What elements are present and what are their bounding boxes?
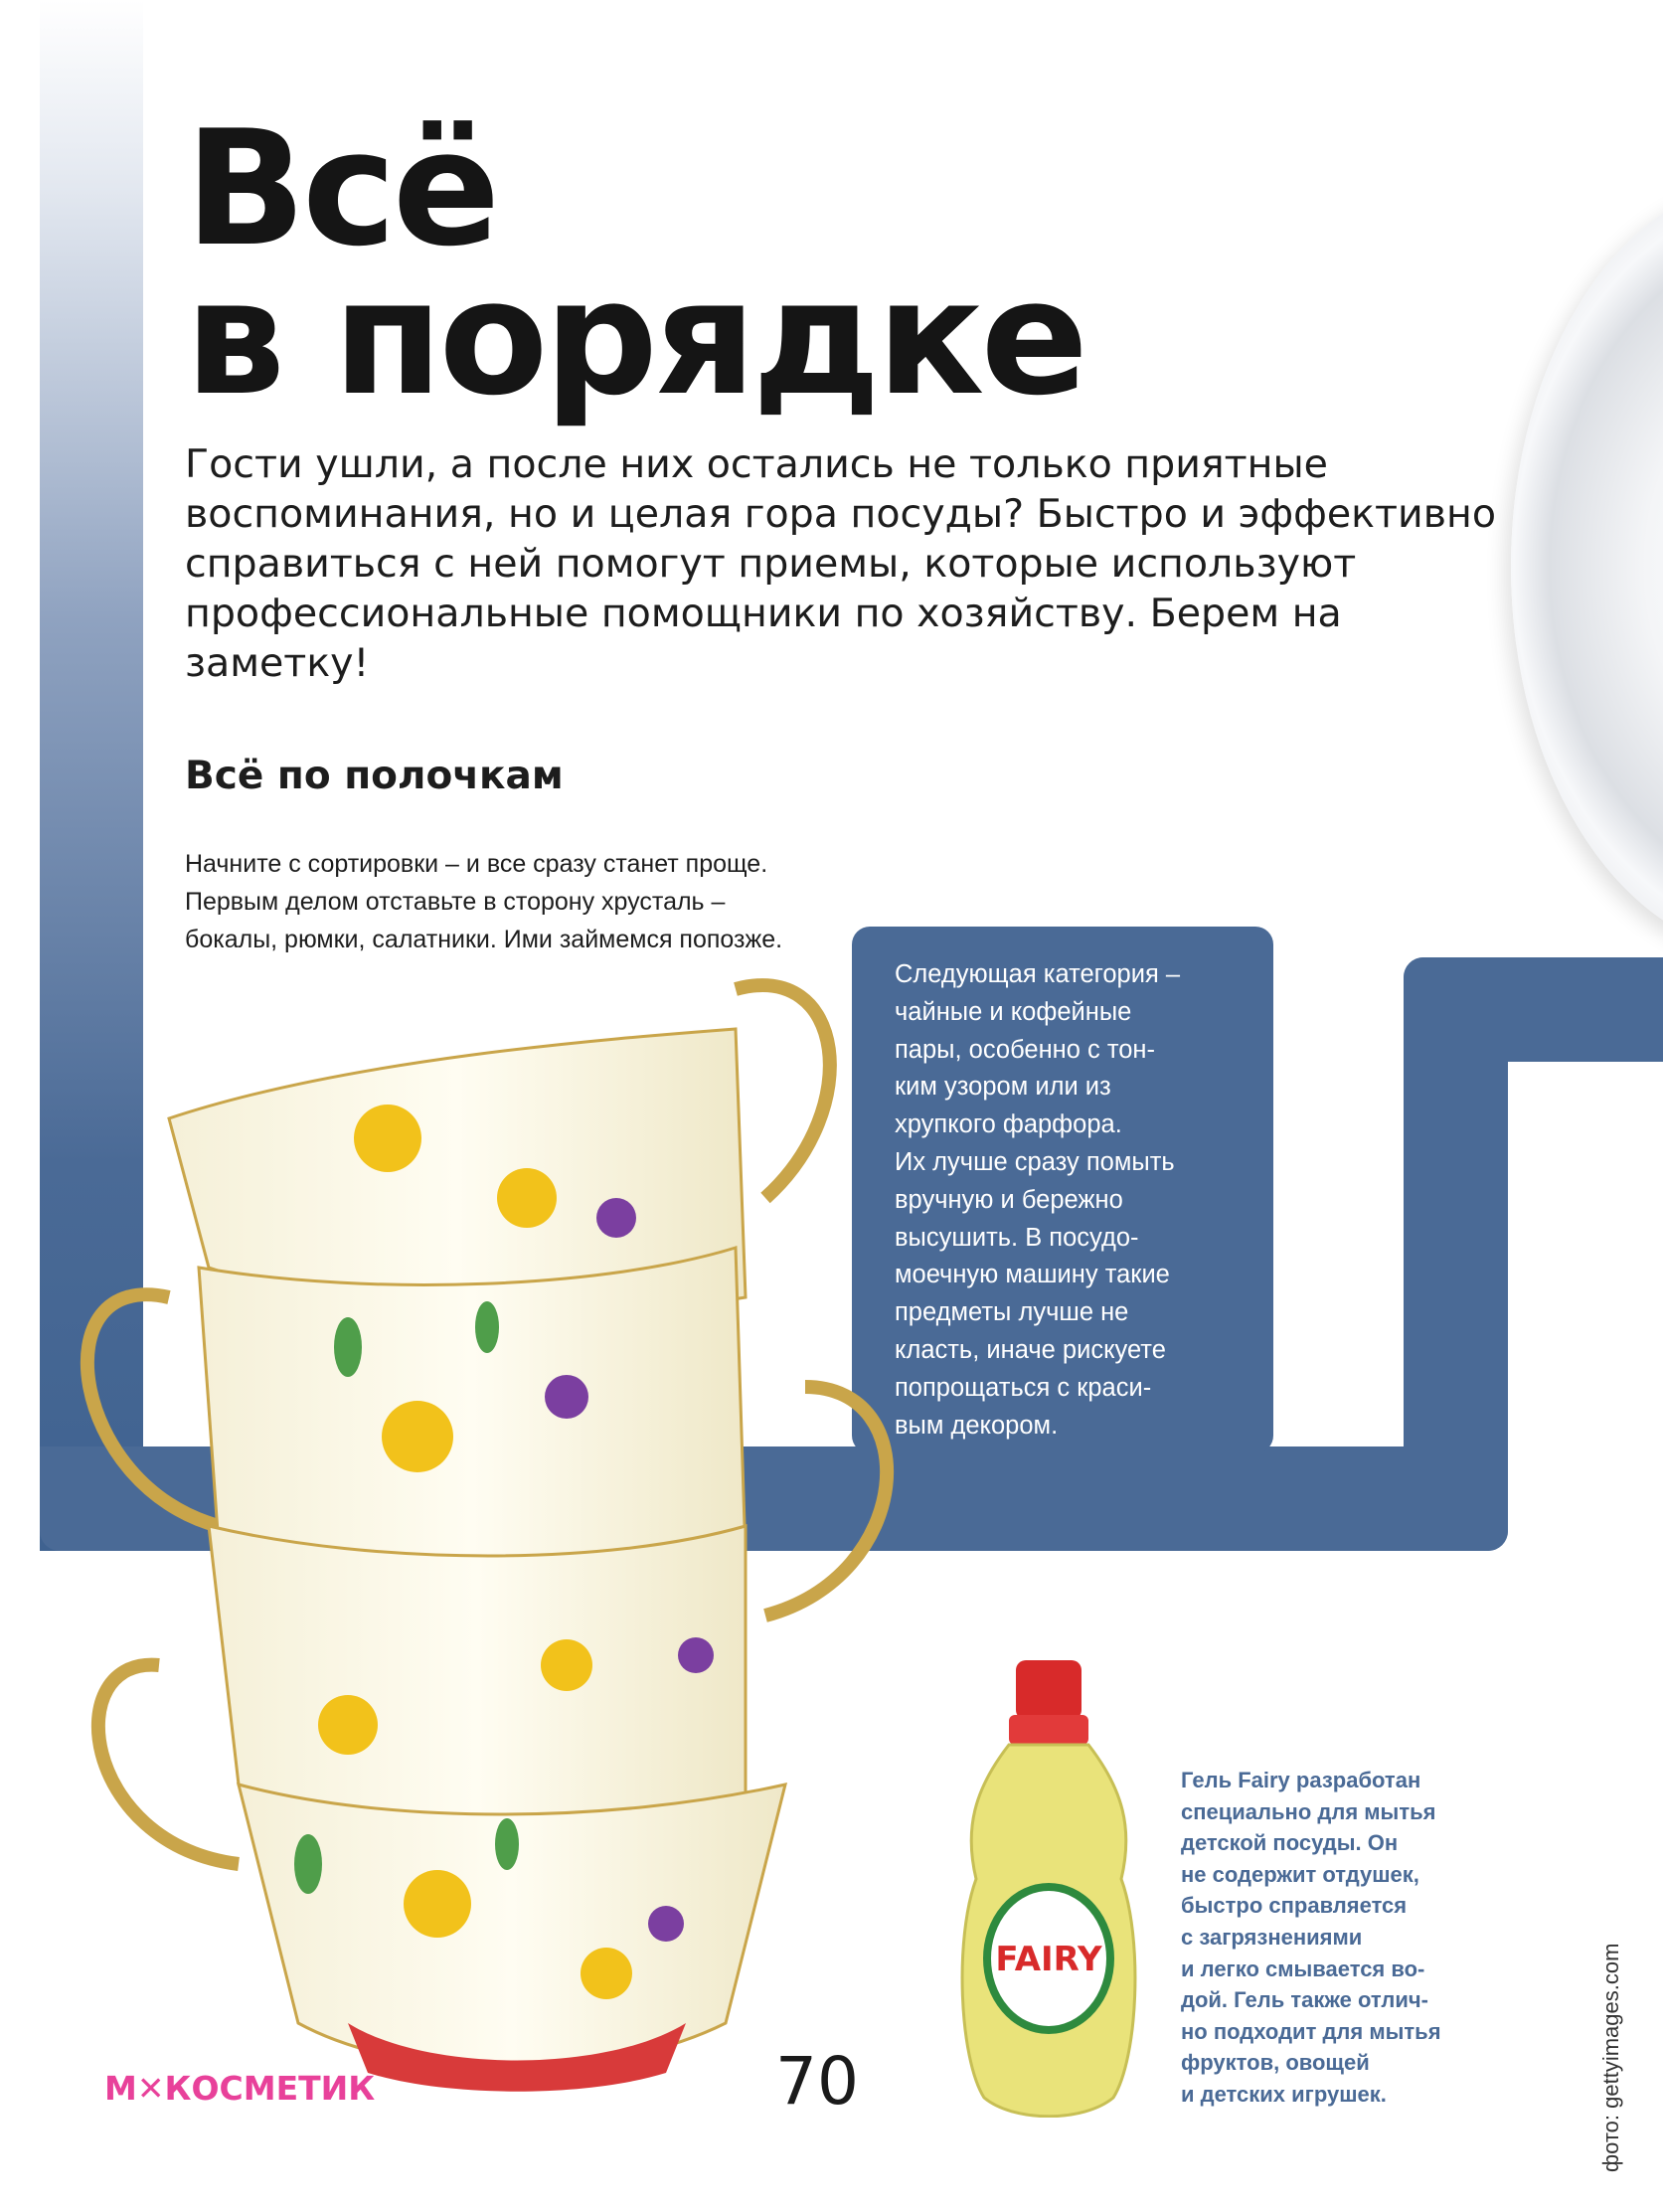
page-title xyxy=(185,95,1085,430)
photo-credit-text: фото: gettyimages.com xyxy=(1598,1943,1623,2172)
frame-right-top-bar xyxy=(1404,957,1663,1062)
photo-credit xyxy=(1598,1864,1622,2172)
bottle-label: FAIRY xyxy=(995,1940,1102,1979)
info-box-text: Следующая категория – чайные и кофейные пары, особенно с тон- ким узором или из хрупкого фарфора. Их лучше сразу помыть вручную и бережно высушить. В посудо- моечную машину такие предметы лучше не класть, иначе рискуете попрощаться с краси- вым декором. xyxy=(895,960,1181,1440)
brand-logo: М✕КОСМЕТИК xyxy=(104,2069,376,2108)
section-body: Начните с сортировки – и все сразу станет проще. Первым делом отставьте в сторону хрусталь – бокалы, рюмки, салатники. Ими займемся попозже. xyxy=(185,850,783,953)
fairy-bottle-image xyxy=(954,1660,1143,2118)
plate-image xyxy=(1511,179,1663,954)
section-heading: Всё по полочкам xyxy=(185,754,564,798)
title-line-1: Всё xyxy=(185,95,497,281)
title-line-2: в порядке xyxy=(185,245,1085,430)
teacups-image xyxy=(50,969,924,2093)
page-number: 70 xyxy=(775,2043,859,2120)
product-caption: Гель Fairy разработан специально для мытья детской посуды. Он не содержит отдушек, быстро справляется с загрязнениями и легко смывается во- дой. Гель также отлич- но подходит для мытья фруктов, овощей и детских игрушек. xyxy=(1181,1768,1441,2107)
lead-paragraph: Гости ушли, а после них остались не только приятные воспоминания, но и целая гора посуды? Быстро и эффективно справиться с ней помогут приемы, которые используют профессиональные помощники по хозяйству. Берем на заметку! xyxy=(185,441,1496,686)
